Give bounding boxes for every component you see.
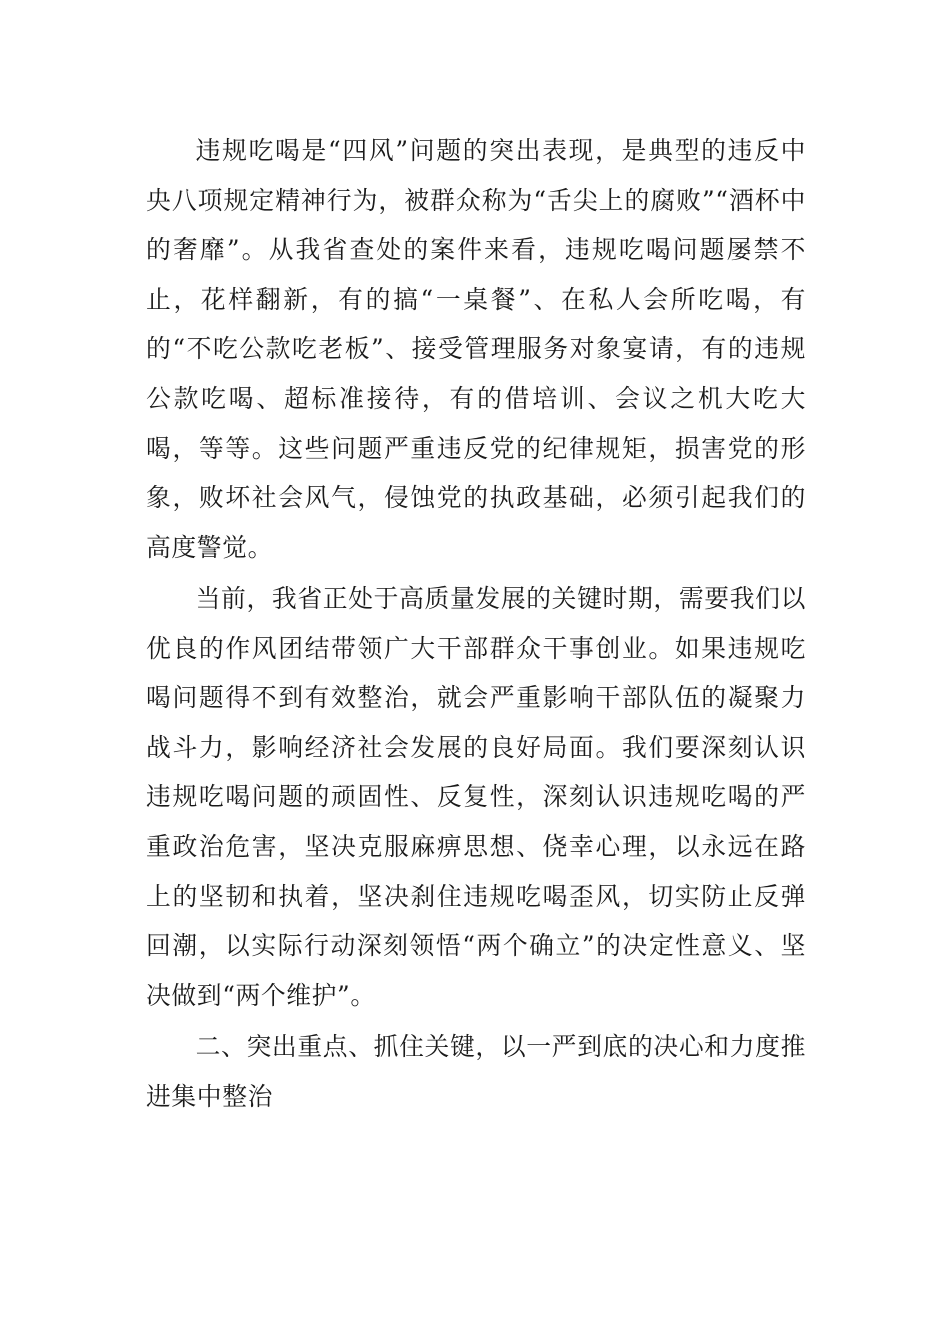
body-text-block-1 [146, 126, 806, 572]
section-heading: 二、突出重点、抓住关键，以一严到底的决心和力度推进集中整治 [146, 1032, 806, 1111]
paragraph-1: 违规吃喝是“四风”问题的突出表现，是典型的违反中央八项规定精神行为，被群众称为“舌尖上的腐败”“酒杯中的奢靡”。从我省查处的案件来看，违规吃喝问题屡禁不止，花样翻新，有的搞“一桌餐”、在私人会所吃喝，有的“不吃公款吃老板”、接受管理服务对象宴请，有的违规公款吃喝、超标准接待，有的借培训、会议之机大吃大喝，等等。这些问题严重违反党的纪律规矩，损害党的形象，败坏社会风气，侵蚀党的执政基础，必须引起我们的高度警觉。 [146, 136, 806, 562]
body-text-block-2 [146, 574, 806, 1020]
section-heading-block [146, 1022, 806, 1121]
paragraph-2: 当前，我省正处于高质量发展的关键时期，需要我们以优良的作风团结带领广大干部群众干事创业。如果违规吃喝问题得不到有效整治，就会严重影响干部队伍的凝聚力战斗力，影响经济社会发展的良好局面。我们要深刻认识违规吃喝问题的顽固性、反复性，深刻认识违规吃喝的严重政治危害，坚决克服麻痹思想、侥幸心理，以永远在路上的坚韧和执着，坚决刹住违规吃喝歪风，切实防止反弹回潮，以实际行动深刻领悟“两个确立”的决定性意义、坚决做到“两个维护”。 [146, 584, 806, 1010]
